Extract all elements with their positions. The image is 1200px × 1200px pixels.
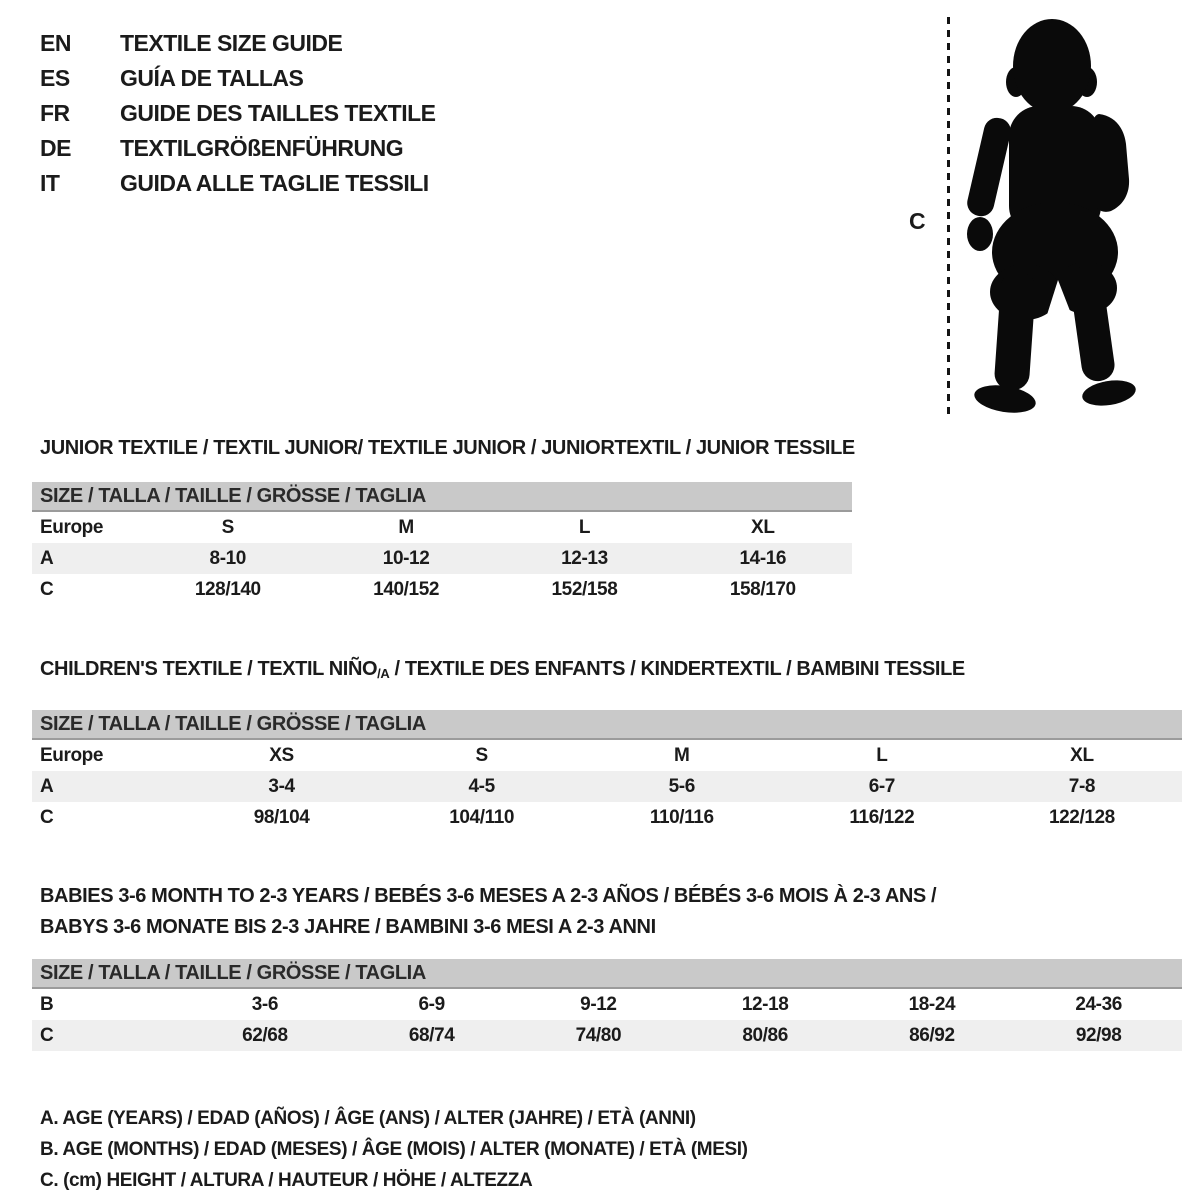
table-cell: 158/170 <box>729 578 796 600</box>
table-row-europe <box>32 512 852 543</box>
table-cell: 6-7 <box>868 775 895 797</box>
language-code: ES <box>40 65 70 91</box>
language-row <box>40 96 436 131</box>
babies-size-table <box>32 959 1182 1051</box>
row-label: C <box>40 578 54 600</box>
size-header-band <box>32 959 1182 989</box>
row-label: A <box>40 775 54 797</box>
toddler-silhouette-image <box>963 14 1153 422</box>
table-cell: 128/140 <box>194 578 261 600</box>
junior-section-title: JUNIOR TEXTILE / TEXTIL JUNIOR/ TEXTILE JUNIOR / JUNIORTEXTIL / JUNIOR TESSILE <box>40 437 855 459</box>
table-cell: 9-12 <box>580 993 617 1015</box>
table-cell: 152/158 <box>551 578 618 600</box>
children-title-subscript: /A <box>377 666 390 681</box>
table-cell: 110/116 <box>649 806 714 828</box>
table-cell: 14-16 <box>739 547 787 569</box>
row-label: Europe <box>40 744 104 766</box>
size-guide-content <box>32 430 1182 1196</box>
table-cell: L <box>578 516 591 538</box>
language-code: IT <box>40 170 60 196</box>
table-cell: 24-36 <box>1075 993 1122 1015</box>
table-cell: 116/122 <box>849 806 915 828</box>
children-title-prefix: CHILDREN'S TEXTILE / TEXTIL NIÑO <box>40 658 378 680</box>
table-cell: M <box>674 744 690 766</box>
measure-c-label: C <box>909 208 926 234</box>
guide-title: TEXTILE SIZE GUIDE <box>120 30 343 56</box>
table-cell: 92/98 <box>1075 1024 1122 1046</box>
table-row-height <box>32 802 1182 833</box>
junior-size-table <box>32 482 852 605</box>
table-cell: 140/152 <box>373 578 440 600</box>
table-cell: 5-6 <box>668 775 695 797</box>
table-cell: M <box>398 516 414 538</box>
height-measure-line <box>947 17 950 417</box>
table-cell: 86/92 <box>909 1024 955 1046</box>
height-measure-figure <box>905 14 1165 422</box>
row-label: C <box>40 806 54 828</box>
table-cell: 12-13 <box>561 547 608 569</box>
legend-notes <box>40 1103 1182 1196</box>
note-age-years: A. AGE (YEARS) / EDAD (AÑOS) / ÂGE (ANS) / ALTER (JAHRE) / ETÀ (ANNI) <box>40 1108 696 1129</box>
table-cell: 6-9 <box>418 993 445 1015</box>
table-cell: 98/104 <box>253 806 310 828</box>
table-cell: 4-5 <box>468 775 495 797</box>
babies-title-line2: BABYS 3-6 MONATE BIS 2-3 JAHRE / BAMBINI 3-6 MESI A 2-3 ANNI <box>40 916 656 938</box>
language-code: DE <box>40 135 71 161</box>
row-label: A <box>40 547 54 569</box>
size-header-band <box>32 710 1182 740</box>
size-header-label: SIZE / TALLA / TAILLE / GRÖSSE / TAGLIA <box>40 961 426 984</box>
guide-title: GUIDE DES TAILLES TEXTILE <box>120 100 436 126</box>
table-cell: 18-24 <box>908 993 956 1015</box>
table-row-age-months <box>32 989 1182 1020</box>
row-label: C <box>40 1024 54 1046</box>
children-size-table <box>32 710 1182 833</box>
table-cell: 74/80 <box>575 1024 622 1046</box>
table-cell: 3-6 <box>251 993 278 1015</box>
note-height-cm: C. (cm) HEIGHT / ALTURA / HAUTEUR / HÖHE / ALTEZZA <box>40 1170 533 1191</box>
language-row <box>40 166 436 201</box>
size-header-label: SIZE / TALLA / TAILLE / GRÖSSE / TAGLIA <box>40 712 426 735</box>
table-row-height <box>32 574 852 605</box>
babies-title-line1: BABIES 3-6 MONTH TO 2-3 YEARS / BEBÉS 3-6 MESES A 2-3 AÑOS / BÉBÉS 3-6 MOIS À 2-3 ANS / <box>40 885 937 907</box>
table-cell: 12-18 <box>741 993 789 1015</box>
table-cell: XS <box>269 744 294 766</box>
table-cell: L <box>876 744 888 766</box>
guide-title: GUÍA DE TALLAS <box>120 65 304 91</box>
language-row <box>40 131 436 166</box>
language-title-list <box>40 26 436 201</box>
language-code: EN <box>40 30 71 56</box>
language-code: FR <box>40 100 70 126</box>
table-cell: 80/86 <box>742 1024 788 1046</box>
guide-title: TEXTILGRÖßENFÜHRUNG <box>120 135 404 161</box>
table-cell: XL <box>1070 744 1094 766</box>
size-header-band <box>32 482 852 512</box>
size-header-label: SIZE / TALLA / TAILLE / GRÖSSE / TAGLIA <box>40 484 426 507</box>
table-cell: 7-8 <box>1068 775 1096 797</box>
language-row <box>40 26 436 61</box>
children-section-title <box>40 651 1182 686</box>
table-cell: 104/110 <box>449 806 515 828</box>
table-row-age <box>32 771 1182 802</box>
table-cell: XL <box>751 516 775 538</box>
row-label: B <box>40 993 54 1015</box>
table-row-age <box>32 543 852 574</box>
table-row-europe <box>32 740 1182 771</box>
table-cell: S <box>475 744 488 766</box>
table-cell: 68/74 <box>408 1024 455 1046</box>
table-cell: 10-12 <box>382 547 430 569</box>
note-age-months: B. AGE (MONTHS) / EDAD (MESES) / ÂGE (MOIS) / ALTER (MONATE) / ETÀ (MESI) <box>40 1139 748 1160</box>
table-cell: S <box>221 516 234 538</box>
row-label: Europe <box>40 516 104 538</box>
table-cell: 8-10 <box>209 547 246 569</box>
table-cell: 62/68 <box>242 1024 288 1046</box>
language-row <box>40 61 436 96</box>
guide-title: GUIDA ALLE TAGLIE TESSILI <box>120 170 429 196</box>
babies-section-title <box>40 875 1182 943</box>
table-row-height <box>32 1020 1182 1051</box>
table-cell: 122/128 <box>1048 806 1115 828</box>
children-title-suffix: / TEXTILE DES ENFANTS / KINDERTEXTIL / BAMBINI TESSILE <box>389 658 965 680</box>
table-cell: 3-4 <box>268 775 295 797</box>
